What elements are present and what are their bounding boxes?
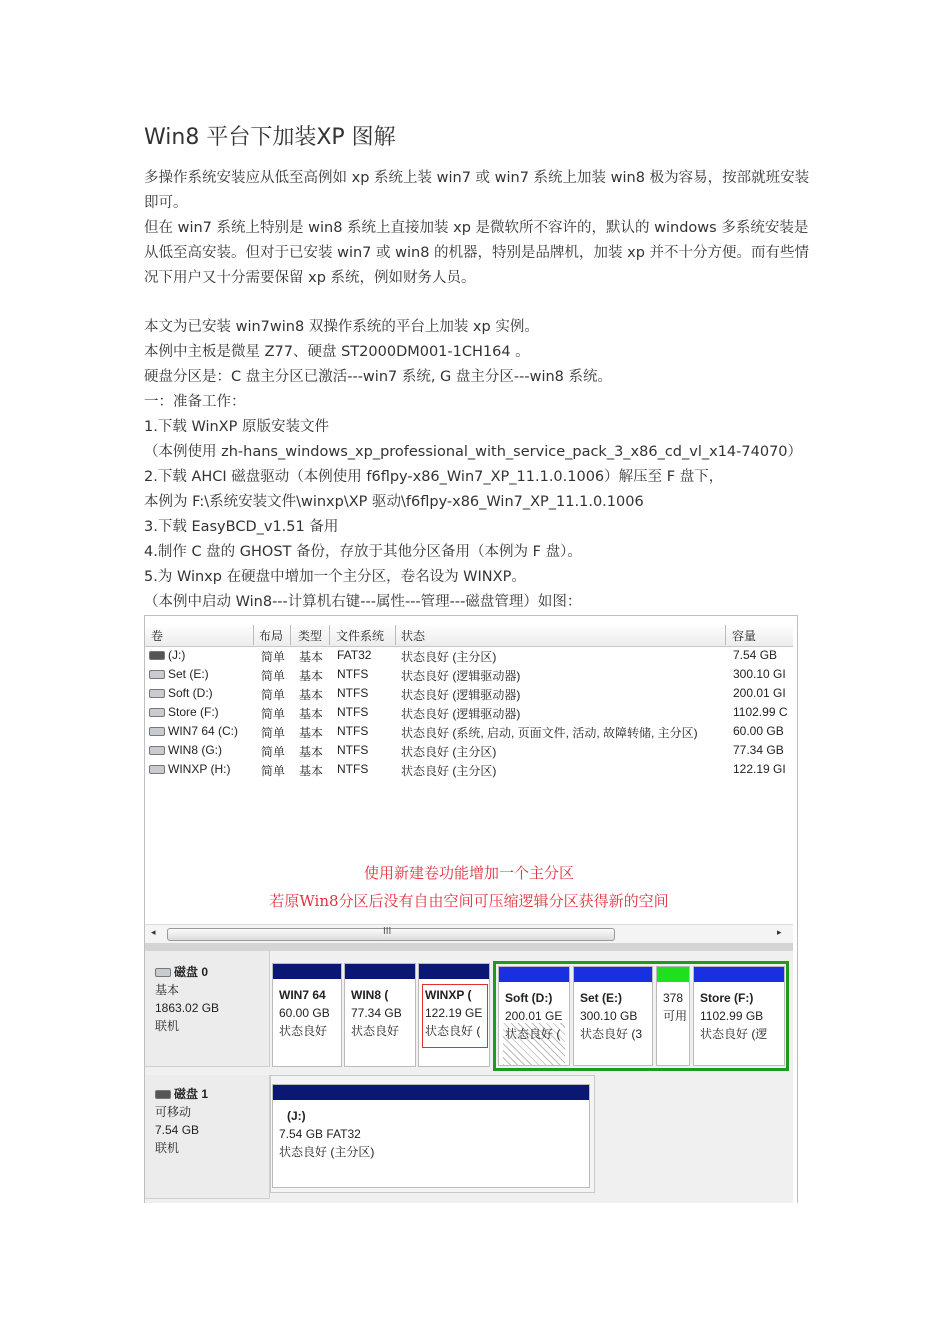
volume-row[interactable]: Store (F:) 简单 基本 NTFS 状态良好 (逻辑驱动器) 1102.99 C — [145, 705, 793, 724]
page-title: Win8 平台下加装XP 图解 — [144, 125, 396, 150]
scrollbar-grip: III — [383, 926, 392, 937]
disk-drive-icon — [149, 727, 165, 736]
body-line: 3.下载 EasyBCD_v1.51 备用 — [144, 519, 339, 535]
partition-store[interactable]: Store (F:) 1102.99 GB 状态良好 (逻 — [693, 966, 785, 1066]
partition-winxp[interactable]: WINXP ( 122.19 GE 状态良好 ( — [418, 963, 490, 1067]
body-line: 一：准备工作： — [144, 394, 246, 410]
partition-set[interactable]: Set (E:) 300.10 GB 状态良好 (3 — [573, 966, 653, 1066]
column-header-volume[interactable]: 卷 — [151, 629, 164, 643]
body-line: 1.下载 WinXP 原版安装文件 — [144, 419, 329, 435]
volume-row[interactable]: WIN7 64 (C:) 简单 基本 NTFS 状态良好 (系统, 启动, 页面文件, 活动, 故障转储, 主分区) 60.00 GB — [145, 724, 793, 743]
scroll-right-icon[interactable]: ▸ — [777, 927, 782, 937]
partition-free-space[interactable]: 378 可用 — [656, 966, 690, 1066]
volume-row[interactable]: WIN8 (G:) 简单 基本 NTFS 状态良好 (主分区) 77.34 GB — [145, 743, 793, 762]
column-header-status[interactable]: 状态 — [401, 629, 426, 643]
disk-1-label[interactable]: 磁盘 1 可移动 7.54 GB 联机 — [145, 1075, 270, 1199]
body-line: 2.下载 AHCI 磁盘驱动（本例使用 f6flpy-x86_Win7_XP_11.1.0.1006）解压至 F 盘下， — [144, 469, 724, 485]
intro-paragraph-1: 多操作系统安装应从低至高例如 xp 系统上装 win7 或 win7 系统上加装 win8 极为容易，按部就班安装即可。 — [144, 170, 810, 211]
body-line: 本例为 F:\系统安装文件\winxp\XP 驱动\f6flpy-x86_Win7_XP_11.1.0.1006 — [144, 494, 644, 510]
column-header-layout[interactable]: 布局 — [259, 629, 284, 643]
scrollbar-thumb[interactable] — [167, 928, 615, 941]
horizontal-scrollbar[interactable] — [145, 924, 793, 943]
body-line: 5.为 Winxp 在硬盘中增加一个主分区，卷名设为 WINXP。 — [144, 569, 526, 585]
disk-drive-icon — [149, 708, 165, 717]
partition-win7[interactable]: WIN7 64 60.00 GB 状态良好 — [272, 963, 342, 1067]
pane-splitter[interactable] — [145, 943, 793, 951]
disk-management-screenshot — [144, 615, 798, 1203]
intro-paragraph-2: 但在 win7 系统上特别是 win8 系统上直接加装 xp 是微软所不容许的，默认的 windows 多系统安装是从低至高安装。但对于已安装 win7 或 win8 的机器，特别是品牌机，加装 xp 并不十分方便。而有些情况下用户又十分需要保留 xp 系统，例如财务人员。 — [144, 220, 810, 286]
volume-row[interactable]: Set (E:) 简单 基本 NTFS 状态良好 (逻辑驱动器) 300.10 GI — [145, 667, 793, 686]
removable-drive-icon — [149, 651, 165, 660]
annotation-note-2: 若原Win8分区后没有自由空间可压缩逻辑分区获得新的空间 — [269, 892, 669, 910]
column-header-filesystem[interactable]: 文件系统 — [336, 629, 385, 643]
disk-drive-icon — [149, 765, 165, 774]
body-line: 本例中主板是微星 Z77、硬盘 ST2000DM001-1CH164 。 — [144, 344, 530, 360]
partition-win8[interactable]: WIN8 ( 77.34 GB 状态良好 — [344, 963, 416, 1067]
column-header-type[interactable]: 类型 — [298, 629, 323, 643]
annotation-note-1: 使用新建卷功能增加一个主分区 — [363, 864, 574, 882]
body-line: 4.制作 C 盘的 GHOST 备份，存放于其他分区备用（本例为 F 盘）。 — [144, 544, 582, 560]
disk-drive-icon — [149, 746, 165, 755]
disk-drive-icon — [149, 689, 165, 698]
body-line: 硬盘分区是：C 盘主分区已激活---win7 系统, G 盘主分区---win8 系统。 — [144, 369, 613, 385]
scroll-left-icon[interactable]: ◂ — [151, 927, 156, 937]
disk-0-label[interactable]: 磁盘 0 基本 1863.02 GB 联机 — [145, 951, 270, 1067]
volume-row[interactable]: (J:) 简单 基本 FAT32 状态良好 (主分区) 7.54 GB — [145, 648, 793, 667]
volume-row[interactable]: Soft (D:) 简单 基本 NTFS 状态良好 (逻辑驱动器) 200.01 GI — [145, 686, 793, 705]
disk-drive-icon — [149, 670, 165, 679]
volume-row[interactable]: WINXP (H:) 简单 基本 NTFS 状态良好 (主分区) 122.19 GI — [145, 762, 793, 781]
partition-j[interactable]: (J:) 7.54 GB FAT32 状态良好 (主分区) — [272, 1084, 590, 1188]
removable-disk-icon — [155, 1090, 171, 1099]
column-header-capacity[interactable]: 容量 — [732, 629, 757, 643]
volume-list-header — [145, 624, 793, 647]
body-line: （本例使用 zh-hans_windows_xp_professional_with_service_pack_3_x86_cd_vl_x14-74070） — [144, 444, 803, 460]
partition-soft[interactable]: Soft (D:) 200.01 GE 状态良好 ( — [498, 966, 570, 1066]
disk-graphical-view — [145, 951, 793, 1203]
disk-icon — [155, 968, 171, 977]
body-line: 本文为已安装 win7win8 双操作系统的平台上加装 xp 实例。 — [144, 319, 539, 335]
body-line: （本例中启动 Win8---计算机右键---属性---管理---磁盘管理）如图： — [144, 594, 582, 610]
intro-text — [144, 166, 810, 615]
